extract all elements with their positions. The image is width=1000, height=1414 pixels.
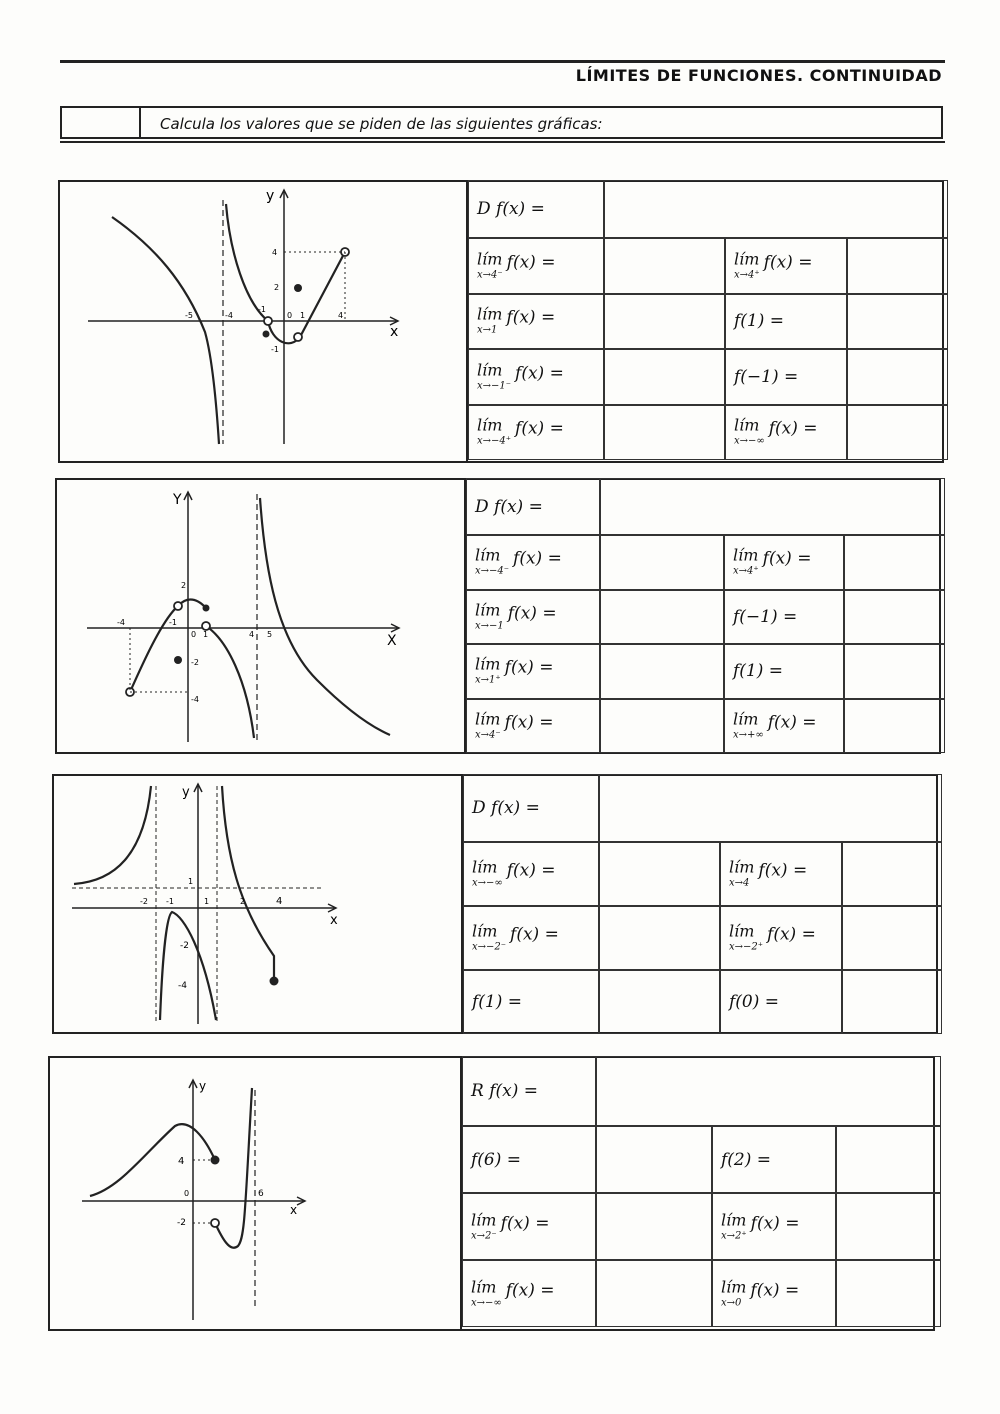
curve-middle-branch (206, 626, 254, 738)
domain-label-cell (466, 478, 600, 535)
function-expression: f(0) = (729, 992, 780, 1012)
exercise-1-graph (60, 182, 466, 461)
right-label-cell (724, 699, 844, 754)
right-label-cell (720, 970, 842, 1034)
filled-point (211, 1156, 220, 1165)
limit-word: lím (477, 249, 503, 269)
x-axis-label: x (330, 913, 338, 928)
limit-subscript: x→−∞ (472, 877, 503, 889)
function-expression: f(x) = (515, 418, 564, 439)
curve-parabola-segment (268, 252, 345, 343)
function-expression: f(1) = (472, 992, 523, 1012)
function-expression: f(x) = (506, 252, 556, 273)
limit-word: lím (471, 1210, 497, 1229)
limit-subscript: x→2⁺ (721, 1230, 747, 1241)
exercise-4 (48, 1056, 935, 1331)
limit-word: lím (729, 857, 755, 877)
function-expression: f(x) = (750, 1213, 800, 1233)
limit-word: lím (477, 304, 503, 324)
filled-point (174, 656, 182, 664)
open-point (264, 317, 272, 325)
left-answer-cell[interactable] (604, 294, 725, 350)
page-title: LÍMITES DE FUNCIONES. CONTINUIDAD (575, 66, 942, 85)
limit-word: lím (472, 857, 498, 877)
function-expression: f(x) = (510, 924, 559, 945)
tick-label: -1 (166, 897, 174, 906)
limit-word: lím (475, 654, 501, 674)
exercise-1 (58, 180, 944, 463)
limit-word: lím (721, 1210, 747, 1229)
tick-label: 1 (300, 311, 306, 320)
function-expression: f(−1) = (734, 366, 799, 387)
function-expression: f(−1) = (733, 606, 798, 627)
right-label-cell (724, 590, 844, 645)
right-label-cell (720, 842, 842, 906)
curve-right-branch (215, 1088, 252, 1248)
right-answer-cell[interactable] (836, 1193, 941, 1260)
curve-right-branch (260, 498, 390, 735)
limit-word: lím (471, 1277, 497, 1296)
function-expression: f(x) = (505, 1280, 555, 1300)
limit-subscript: x→−2⁺ (729, 941, 764, 953)
limit-subscript: x→1 (477, 324, 498, 336)
function-expression: f(x) = (500, 1213, 550, 1233)
limit-word: lím (734, 249, 760, 269)
left-label-cell (468, 349, 604, 405)
function-expression: f(6) = (471, 1149, 522, 1170)
curve-middle-branch (160, 912, 216, 1020)
tick-label: 1 (188, 877, 194, 886)
function-expression: f(x) = (515, 363, 564, 384)
function-expression: f(x) = (504, 657, 554, 678)
tick-label: 5 (267, 630, 273, 639)
function-expression: f(x) = (506, 860, 556, 881)
exercise-2-table (464, 478, 941, 754)
left-label-cell (466, 699, 600, 754)
function-expression: f(1) = (733, 661, 784, 682)
domain-label: D f(x) = (477, 199, 545, 219)
right-label-cell (712, 1126, 836, 1193)
left-answer-cell[interactable] (600, 644, 724, 699)
instruction-box (60, 106, 943, 139)
limit-word: lím (477, 360, 503, 380)
left-answer-cell[interactable] (599, 906, 720, 970)
limit-word: lím (475, 709, 501, 729)
limit-subscript: x→−2⁻ (472, 941, 507, 953)
left-label-cell (463, 970, 599, 1034)
function-expression: f(x) = (506, 307, 556, 328)
limit-word: lím (733, 545, 759, 565)
left-label-cell (468, 405, 604, 461)
curve-right-branch (222, 786, 274, 982)
limit-subscript: x→2⁻ (471, 1230, 497, 1241)
tick-label: -2 (177, 1218, 186, 1228)
curve-left-branch (112, 217, 219, 444)
limit-subscript: x→−∞ (471, 1297, 502, 1308)
tick-label: 4 (276, 896, 283, 907)
right-label-cell (712, 1260, 836, 1327)
x-axis-label: x (390, 324, 399, 340)
right-answer-cell[interactable] (844, 535, 945, 590)
domain-answer-cell[interactable] (599, 774, 942, 842)
domain-label-cell (463, 774, 599, 842)
domain-answer-cell[interactable] (604, 180, 948, 238)
tick-label: 4 (178, 1156, 185, 1167)
filled-point (203, 605, 210, 612)
filled-point (270, 977, 279, 986)
right-label-cell (725, 238, 847, 294)
tick-label: 4 (338, 311, 344, 320)
tick-label: 1 (204, 897, 210, 906)
y-axis-label: Y (173, 492, 182, 508)
right-answer-cell[interactable] (842, 970, 942, 1034)
function-expression: f(x) = (504, 712, 554, 733)
limit-subscript: x→−4⁻ (475, 565, 510, 577)
limit-subscript: x→1⁺ (475, 674, 501, 686)
curve-left-branch (74, 786, 151, 884)
right-answer-cell[interactable] (847, 238, 948, 294)
left-answer-cell[interactable] (600, 535, 724, 590)
left-label-cell (463, 906, 599, 970)
left-answer-cell[interactable] (600, 699, 724, 754)
function-expression: f(x) = (758, 860, 808, 881)
instruction-underline (60, 141, 945, 143)
function-expression: f(x) = (767, 712, 817, 733)
right-answer-cell[interactable] (847, 405, 948, 461)
curve-left-branch (130, 600, 209, 693)
exercise-1-table (466, 180, 944, 463)
limit-subscript: x→4⁻ (475, 729, 501, 741)
tick-label: -4 (225, 311, 233, 320)
graph-2-svg (57, 480, 464, 752)
open-point (211, 1219, 219, 1227)
right-label-cell (724, 535, 844, 590)
limit-subscript: x→4⁻ (477, 269, 503, 281)
filled-point (294, 284, 302, 292)
tick-label: 2 (240, 897, 246, 906)
limit-subscript: x→0 (721, 1297, 742, 1308)
left-label-cell (466, 644, 600, 699)
domain-answer-cell[interactable] (600, 478, 945, 535)
left-answer-cell[interactable] (596, 1193, 712, 1260)
limit-word: lím (475, 545, 501, 565)
left-answer-cell[interactable] (600, 590, 724, 645)
right-answer-cell[interactable] (847, 349, 948, 405)
right-answer-cell[interactable] (844, 644, 945, 699)
tick-label: 0 (184, 1189, 190, 1198)
function-expression: f(x) = (762, 548, 812, 569)
x-axis-label: X (387, 633, 397, 649)
y-axis-label: y (266, 188, 275, 204)
right-answer-cell[interactable] (842, 842, 942, 906)
exercise-3-table (461, 774, 938, 1034)
limit-word: lím (721, 1277, 747, 1296)
limit-word: lím (733, 709, 759, 729)
instruction-text: Calcula los valores que se piden de las siguientes gráficas: (160, 115, 603, 133)
domain-label-cell (468, 180, 604, 238)
tick-label: 0 (287, 311, 293, 320)
curve-left-branch (90, 1124, 215, 1196)
left-answer-cell[interactable] (604, 349, 725, 405)
function-expression: f(x) = (750, 1280, 800, 1300)
left-label-cell (462, 1126, 596, 1193)
right-answer-cell[interactable] (836, 1126, 941, 1193)
left-label-cell (462, 1193, 596, 1260)
graph-4-svg (50, 1058, 460, 1329)
right-label-cell (724, 644, 844, 699)
function-expression: f(x) = (763, 252, 813, 273)
tick-label: -1 (258, 305, 266, 314)
limit-word: lím (729, 921, 755, 941)
right-label-cell (725, 294, 847, 350)
exercise-3 (52, 774, 938, 1034)
function-expression: f(x) = (768, 418, 818, 439)
y-axis-label: y (199, 1079, 207, 1093)
left-label-cell (462, 1260, 596, 1327)
range-answer-cell[interactable] (596, 1056, 941, 1126)
right-label-cell (720, 906, 842, 970)
limit-word: lím (472, 921, 498, 941)
open-point (202, 622, 210, 630)
instruction-number-divider (139, 108, 141, 137)
right-answer-cell[interactable] (844, 699, 945, 754)
exercise-3-graph (54, 776, 461, 1032)
function-expression: f(x) = (767, 924, 816, 945)
open-point (294, 333, 302, 341)
tick-label: -4 (117, 618, 125, 627)
curve-right-branch (226, 204, 268, 321)
tick-label: 2 (274, 283, 280, 292)
limit-word: lím (475, 600, 501, 620)
tick-label: -2 (180, 941, 189, 951)
left-answer-cell[interactable] (596, 1260, 712, 1327)
tick-label: 2 (181, 581, 187, 590)
graph-3-svg (54, 776, 461, 1032)
function-expression: f(x) = (513, 548, 562, 569)
right-answer-cell[interactable] (842, 906, 942, 970)
right-answer-cell[interactable] (844, 590, 945, 645)
tick-label: -5 (185, 311, 193, 320)
function-expression: f(2) = (721, 1149, 772, 1170)
limit-subscript: x→+∞ (733, 729, 764, 741)
tick-label: 4 (272, 248, 278, 257)
limit-subscript: x→−1 (475, 620, 504, 632)
left-label-cell (466, 590, 600, 645)
limit-subscript: x→4⁺ (733, 565, 759, 577)
left-label-cell (468, 294, 604, 350)
limit-subscript: x→4⁺ (734, 269, 760, 281)
limit-subscript: x→−∞ (734, 435, 765, 447)
limit-word: lím (477, 415, 503, 435)
left-answer-cell[interactable] (599, 970, 720, 1034)
tick-label: -1 (271, 345, 279, 354)
function-expression: f(1) = (734, 311, 785, 332)
left-answer-cell[interactable] (604, 238, 725, 294)
right-label-cell (712, 1193, 836, 1260)
range-label-cell (462, 1056, 596, 1126)
limit-subscript: x→−4⁺ (477, 435, 512, 447)
header-rule (60, 60, 945, 63)
left-label-cell (466, 535, 600, 590)
right-label-cell (725, 405, 847, 461)
tick-label: -2 (191, 658, 199, 667)
right-answer-cell[interactable] (836, 1260, 941, 1327)
tick-label: 6 (258, 1189, 264, 1199)
left-answer-cell[interactable] (604, 405, 725, 461)
tick-label: -4 (178, 981, 187, 991)
left-answer-cell[interactable] (596, 1126, 712, 1193)
function-expression: f(x) = (507, 603, 557, 624)
limit-word: lím (734, 415, 760, 435)
exercise-4-graph (50, 1058, 460, 1329)
limit-subscript: x→−1⁻ (477, 380, 512, 392)
filled-point (263, 331, 270, 338)
right-answer-cell[interactable] (847, 294, 948, 350)
x-axis-label: x (290, 1203, 298, 1217)
left-answer-cell[interactable] (599, 842, 720, 906)
tick-label: -1 (169, 618, 177, 627)
tick-label: 0 (191, 630, 197, 639)
open-point (174, 602, 182, 610)
exercise-2-graph (57, 480, 464, 752)
exercise-4-table (460, 1056, 935, 1331)
left-label-cell (468, 238, 604, 294)
left-label-cell (463, 842, 599, 906)
tick-label: -2 (140, 897, 148, 906)
domain-label: D f(x) = (475, 496, 543, 517)
limit-subscript: x→4 (729, 877, 750, 889)
right-label-cell (725, 349, 847, 405)
y-axis-label: y (182, 785, 190, 800)
tick-label: -4 (191, 695, 199, 704)
tick-label: 1 (203, 630, 209, 639)
range-label: R f(x) = (471, 1081, 538, 1101)
graph-1-svg (60, 182, 466, 461)
exercise-2 (55, 478, 941, 754)
tick-label: 4 (249, 630, 255, 639)
domain-label: D f(x) = (472, 798, 540, 818)
